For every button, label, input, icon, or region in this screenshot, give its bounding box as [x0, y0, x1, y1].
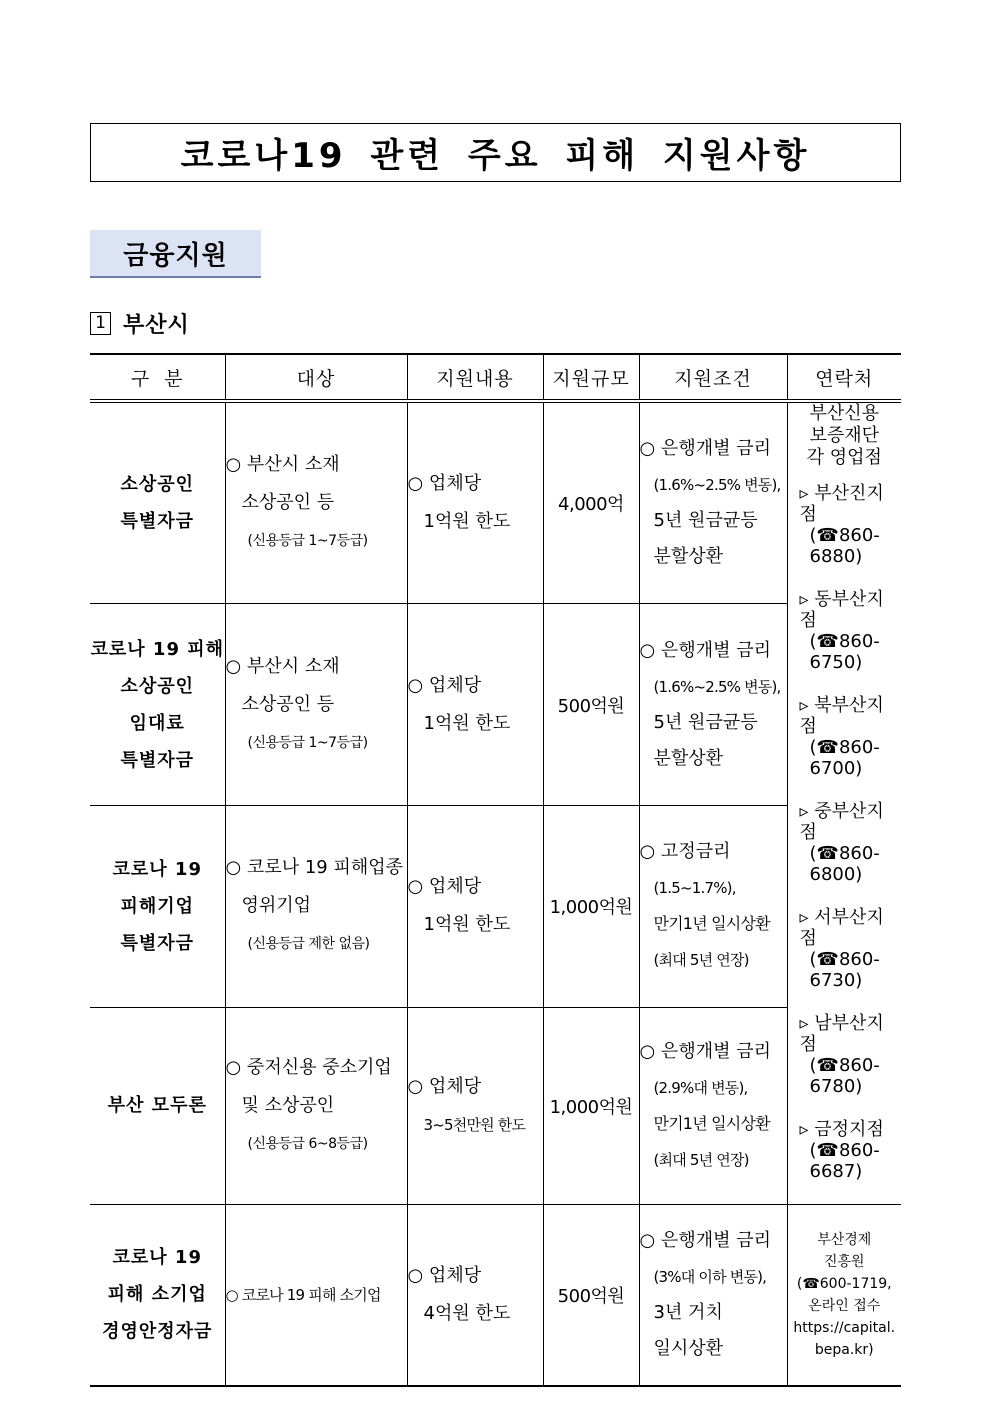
row-condition: ○ 은행개별 금리 (3%대 이하 변동), 3년 거치 일시상환 — [639, 1205, 787, 1386]
bullet-icon: ▹ — [799, 907, 809, 928]
table-header-row — [90, 354, 901, 401]
branch-item: ▹ 서부산지점 (☎860-6730) — [799, 907, 884, 991]
subsection-heading — [90, 308, 190, 339]
bullet-icon: ▹ — [799, 1013, 809, 1034]
row-target: ○ 코로나 19 피해 소기업 — [225, 1205, 407, 1386]
row-scale: 1,000억원 — [543, 806, 639, 1008]
table-row — [90, 604, 901, 806]
row-scale: 500억원 — [543, 604, 639, 806]
row-category: 코로나 19 피해 소기업 경영안정자금 — [90, 1205, 225, 1386]
row-target: ○ 부산시 소재 소상공인 등 (신용등급 1~7등급) — [225, 604, 407, 806]
subsection-label: 부산시 — [123, 313, 190, 338]
branch-item: ▹ 금정지점 (☎860-6687) — [799, 1119, 884, 1182]
row-category: 코로나 19 피해기업 특별자금 — [90, 806, 225, 1008]
contact-credit-foundation: 부산신용 보증재단 각 영업점 ▹ 부산진지점 (☎860-6880) ▹ 동부산지점 (☎860-6750) ▹ 북부산지점 (☎860-6700) ▹ 중부산지점 (☎860-6800) ▹ 서부산지점 (☎860-6730) ▹ 남부산지점 (☎860-6780) ▹ 금정지점 (☎860-6687) — [787, 401, 901, 1205]
row-scale: 1,000억원 — [543, 1007, 639, 1204]
row-content: ○ 업체당 3~5천만원 한도 — [407, 1007, 543, 1204]
contact-economic-agency: 부산경제 진흥원 (☎600-1719, 온라인 접수 https://capital. bepa.kr) — [787, 1205, 901, 1386]
branch-item: ▹ 중부산지점 (☎860-6800) — [799, 801, 884, 885]
row-condition: ○ 은행개별 금리 (1.6%~2.5% 변동), 5년 원금균등 분할상환 — [639, 401, 787, 604]
row-scale: 500억원 — [543, 1205, 639, 1386]
branch-item: ▹ 부산진지점 (☎860-6880) — [799, 483, 884, 567]
header-contact: 연락처 — [787, 354, 901, 401]
row-scale: 4,000억 — [543, 401, 639, 604]
header-target: 대상 — [225, 354, 407, 401]
branch-item: ▹ 남부산지점 (☎860-6780) — [799, 1013, 884, 1097]
header-scale: 지원규모 — [543, 354, 639, 401]
bullet-icon: ▹ — [799, 589, 809, 610]
row-content: ○ 업체당 4억원 한도 — [407, 1205, 543, 1386]
header-category: 구 분 — [90, 354, 225, 401]
bullet-icon: ▹ — [799, 1119, 809, 1140]
table-row — [90, 401, 901, 604]
bullet-icon: ▹ — [799, 695, 809, 716]
row-content: ○ 업체당 1억원 한도 — [407, 604, 543, 806]
row-content: ○ 업체당 1억원 한도 — [407, 806, 543, 1008]
bullet-icon: ▹ — [799, 483, 809, 504]
row-target: ○ 부산시 소재 소상공인 등 (신용등급 1~7등급) — [225, 401, 407, 604]
support-table — [90, 353, 901, 1387]
header-condition: 지원조건 — [639, 354, 787, 401]
row-target: ○ 중저신용 중소기업 및 소상공인 (신용등급 6~8등급) — [225, 1007, 407, 1204]
row-condition: ○ 고정금리 (1.5~1.7%), 만기1년 일시상환 (최대 5년 연장) — [639, 806, 787, 1008]
row-condition: ○ 은행개별 금리 (2.9%대 변동), 만기1년 일시상환 (최대 5년 연장) — [639, 1007, 787, 1204]
row-category: 부산 모두론 — [90, 1007, 225, 1204]
page-title-box — [90, 123, 901, 182]
branch-item: ▹ 동부산지점 (☎860-6750) — [799, 589, 884, 673]
section-tag — [90, 230, 261, 278]
header-content: 지원내용 — [407, 354, 543, 401]
row-content: ○ 업체당 1억원 한도 — [407, 401, 543, 604]
row-category: 코로나 19 피해 소상공인 임대료 특별자금 — [90, 604, 225, 806]
subsection-number: 1 — [90, 312, 111, 335]
row-category: 소상공인 특별자금 — [90, 401, 225, 604]
table-row — [90, 1205, 901, 1386]
table-row — [90, 1007, 901, 1204]
bullet-icon: ▹ — [799, 801, 809, 822]
section-title: 금융지원 — [123, 240, 228, 271]
branch-item: ▹ 북부산지점 (☎860-6700) — [799, 695, 884, 779]
row-target: ○ 코로나 19 피해업종 영위기업 (신용등급 제한 없음) — [225, 806, 407, 1008]
table-row — [90, 806, 901, 1008]
page-title: 코로나19 관련 주요 피해 지원사항 — [180, 136, 811, 176]
row-condition: ○ 은행개별 금리 (1.6%~2.5% 변동), 5년 원금균등 분할상환 — [639, 604, 787, 806]
